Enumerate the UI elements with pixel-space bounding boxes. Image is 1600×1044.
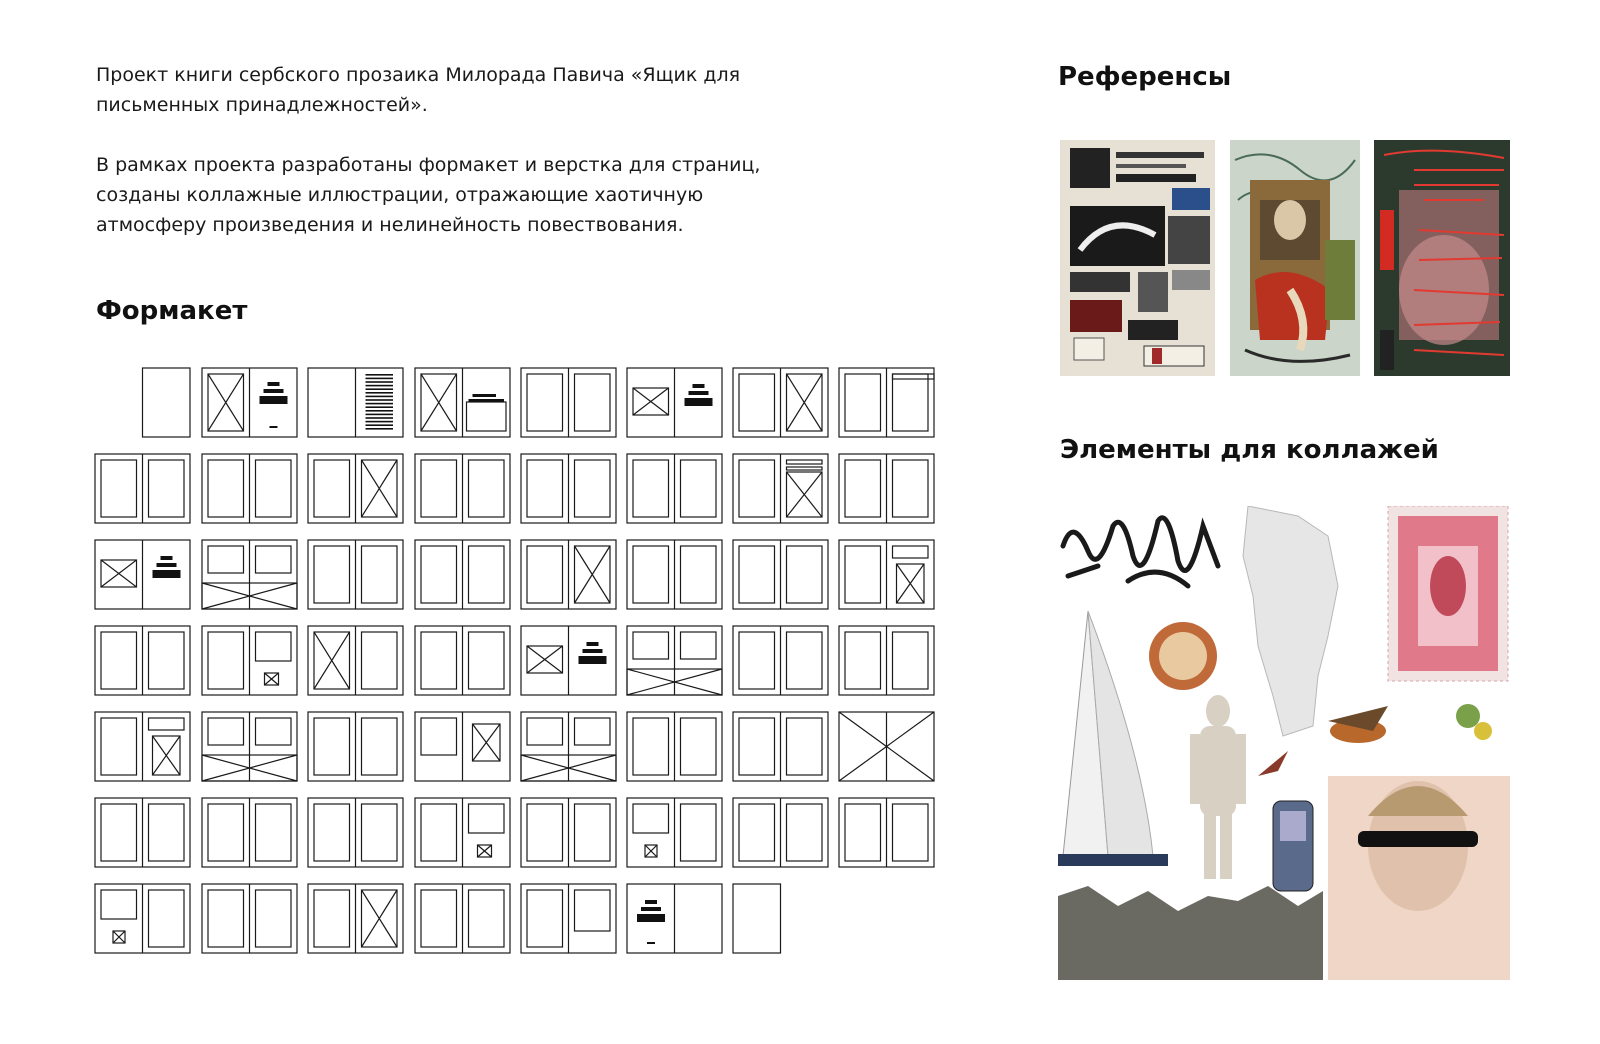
formaket-spread xyxy=(733,626,828,695)
formaket-spread xyxy=(415,626,510,695)
formaket-spread xyxy=(521,368,616,437)
formaket-spread xyxy=(839,454,934,523)
formaket-spread xyxy=(839,798,934,867)
formaket-spread xyxy=(627,368,722,437)
formaket-spread xyxy=(733,712,828,781)
formaket-spread xyxy=(308,368,403,437)
formaket-spread xyxy=(733,368,828,437)
torn-paper-element xyxy=(1243,506,1338,736)
formaket-spread xyxy=(627,454,722,523)
intro-paragraph-2: В рамках проекта разработаны формакет и верстка для страниц, созданы коллажные иллюстрации, отражающие хаотичную атмосферу произведения и нелинейность повествования. xyxy=(96,154,761,236)
portrait-medallion-element xyxy=(1149,622,1217,690)
formaket-spread xyxy=(308,626,403,695)
formaket-spread xyxy=(627,712,722,781)
formaket-spread xyxy=(415,884,510,953)
references-heading: Референсы xyxy=(1058,62,1232,92)
duck-element xyxy=(1328,706,1388,743)
formaket-spread xyxy=(95,884,190,953)
graffiti-element xyxy=(1063,518,1218,586)
statue-element xyxy=(1190,695,1246,879)
formaket-spread xyxy=(733,884,781,953)
woman-visor-element xyxy=(1328,776,1510,980)
formaket-spread xyxy=(308,884,403,953)
formaket-spread xyxy=(202,798,297,867)
phone-element xyxy=(1273,801,1313,891)
formaket-spread xyxy=(202,626,297,695)
formaket-spread xyxy=(627,626,722,695)
formaket-spread xyxy=(308,540,403,609)
formaket-spread xyxy=(733,454,828,523)
formaket-spread xyxy=(839,368,934,437)
formaket-spread xyxy=(415,712,510,781)
formaket-spread xyxy=(839,626,934,695)
formaket-spread xyxy=(415,540,510,609)
formaket-spread xyxy=(733,798,828,867)
formaket-spread xyxy=(839,540,934,609)
formaket-spread xyxy=(95,798,190,867)
mountains-element xyxy=(1058,886,1323,980)
formaket-spread xyxy=(95,626,190,695)
formaket-spread xyxy=(95,540,190,609)
formaket-spread xyxy=(202,884,297,953)
collage-elements-heading: Элементы для коллажей xyxy=(1060,435,1439,465)
formaket-spread xyxy=(627,540,722,609)
formaket-spread xyxy=(143,368,191,437)
formaket-heading: Формакет xyxy=(96,296,248,326)
bird-element xyxy=(1258,751,1298,776)
formaket-spread xyxy=(415,368,510,437)
stamp-element xyxy=(1388,506,1508,681)
reference-image-2 xyxy=(1230,140,1360,376)
formaket-spread xyxy=(95,454,190,523)
reference-image-1 xyxy=(1060,140,1215,376)
formaket-spread xyxy=(627,884,722,953)
formaket-spread xyxy=(202,540,297,609)
formaket-spread xyxy=(95,712,190,781)
formaket-spread xyxy=(202,712,297,781)
collage-elements-area xyxy=(1058,506,1510,980)
formaket-spread xyxy=(521,454,616,523)
formaket-spread xyxy=(415,454,510,523)
formaket-spread xyxy=(415,798,510,867)
formaket-spread xyxy=(521,540,616,609)
formaket-spread xyxy=(308,712,403,781)
intro-paragraph-1: Проект книги сербского прозаика Милорада Павича «Ящик для письменных принадлежностей». xyxy=(96,64,741,116)
formaket-spread xyxy=(521,798,616,867)
formaket-spread xyxy=(308,798,403,867)
formaket-spread xyxy=(202,368,297,437)
small-birds-element xyxy=(1456,704,1492,740)
formaket-spread xyxy=(308,454,403,523)
formaket-spread xyxy=(733,540,828,609)
formaket-spread xyxy=(839,712,934,781)
formaket-spread xyxy=(521,626,616,695)
formaket-spread xyxy=(627,798,722,867)
reference-image-3 xyxy=(1374,140,1510,376)
formaket-spread xyxy=(202,454,297,523)
formaket-spread xyxy=(521,712,616,781)
formaket-spread xyxy=(521,884,616,953)
